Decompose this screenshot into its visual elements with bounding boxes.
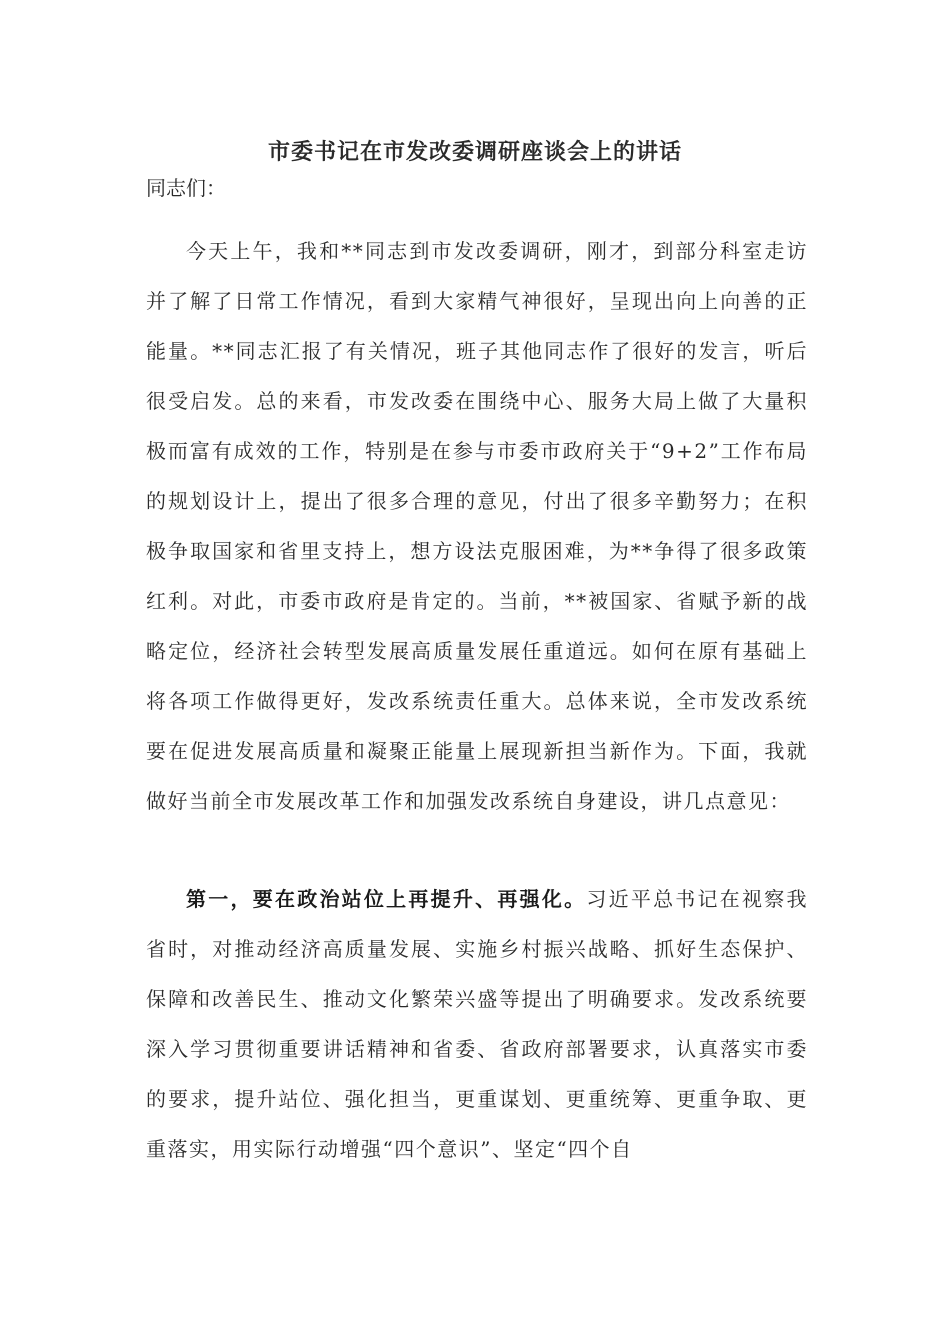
paragraph-2 bbox=[146, 874, 808, 1174]
paragraph-2-lead: 第一，要在政治站位上再提升、再强化。 bbox=[186, 887, 587, 911]
paragraph-1-text: 今天上午，我和**同志到市发改委调研，刚才，到部分科室走访并了解了日常工作情况，看到大家精气神很好，呈现出向上向善的正能量。**同志汇报了有关情况，班子其他同志作了很好的发言，听后很受启发。总的来看，市发改委在围绕中心、服务大局上做了大量积极而富有成效的工作，特别是在参与市委市政府关于“9+2”工作布局的规划设计上，提出了很多合理的意见，付出了很多辛勤努力；在积极争取国家和省里支持上，想方设法克服困难，为**争得了很多政策红利。对此，市委市政府是肯定的。当前，**被国家、省赋予新的战略定位，经济社会转型发展高质量发展任重道远。如何在原有基础上将各项工作做得更好，发改系统责任重大。总体来说，全市发改系统要在促进发展高质量和凝聚正能量上展现新担当新作为。下面，我就做好当前全市发展改革工作和加强发改系统自身建设，讲几点意见： bbox=[146, 239, 808, 813]
salutation: 同志们： bbox=[146, 176, 226, 200]
paragraph-1 bbox=[146, 226, 808, 826]
paragraph-2-text: 习近平总书记在视察我省时，对推动经济高质量发展、实施乡村振兴战略、抓好生态保护、保障和改善民生、推动文化繁荣兴盛等提出了明确要求。发改系统要深入学习贯彻重要讲话精神和省委、省政府部署要求，认真落实市委的要求，提升站位、强化担当，更重谋划、更重统筹、更重争取、更重落实，用实际行动增强“四个意识”、坚定“四个自 bbox=[146, 887, 809, 1161]
document-title: 市委书记在市发改委调研座谈会上的讲话 bbox=[267, 139, 682, 165]
